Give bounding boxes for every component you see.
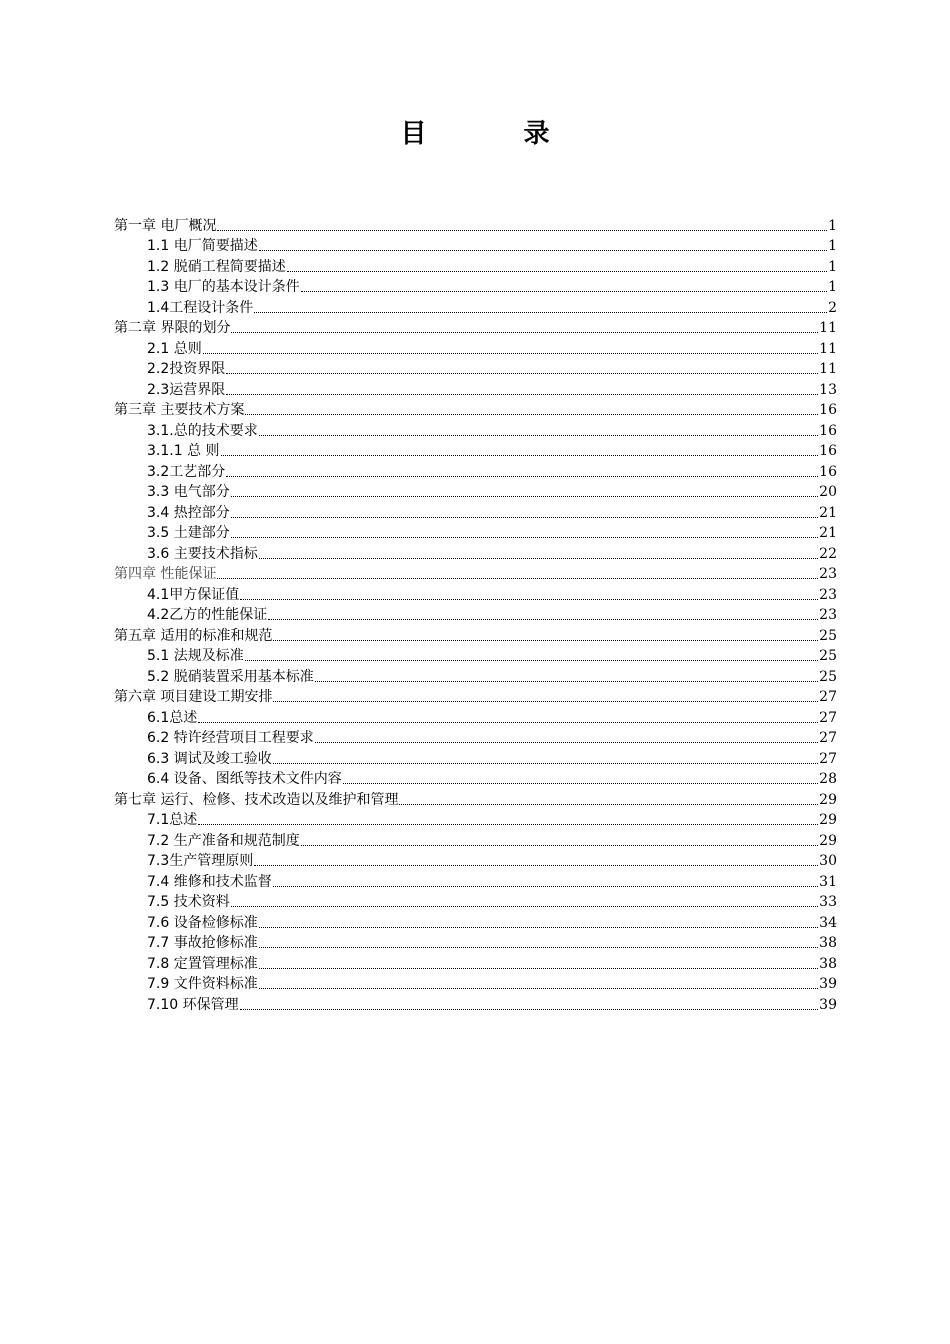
toc-entry-label: 3.1.1 总 则 <box>147 443 220 459</box>
toc-dot-leader <box>254 311 827 313</box>
toc-dot-leader <box>245 659 818 661</box>
toc-page-number: 1 <box>828 279 837 295</box>
toc-page-number: 39 <box>819 996 837 1013</box>
toc-page-number: 27 <box>819 709 837 726</box>
toc-section-entry[interactable] <box>114 379 837 400</box>
toc-dot-leader <box>245 413 818 415</box>
toc-page-number: 23 <box>819 607 837 623</box>
toc-dot-leader <box>259 926 818 928</box>
toc-entry-label: 7.10 环保管理 <box>147 996 239 1013</box>
toc-page-number: 34 <box>819 914 837 931</box>
toc-dot-leader <box>343 782 818 784</box>
toc-entry-label: 7.4 维修和技术监督 <box>147 873 272 890</box>
toc-dot-leader <box>301 290 827 292</box>
toc-page-number: 27 <box>819 730 837 746</box>
toc-section-entry[interactable] <box>114 441 837 462</box>
toc-section-entry[interactable] <box>114 871 837 892</box>
toc-chapter-entry[interactable] <box>114 789 837 810</box>
toc-section-entry[interactable] <box>114 912 837 933</box>
toc-dot-leader <box>226 475 818 477</box>
toc-entry-label: 3.1.总的技术要求 <box>147 422 258 439</box>
toc-chapter-entry[interactable] <box>114 625 837 646</box>
toc-entry-label: 第五章 适用的标准和规范 <box>114 627 273 644</box>
toc-page-number: 20 <box>819 484 837 500</box>
toc-section-entry[interactable] <box>114 646 837 667</box>
toc-section-entry[interactable] <box>114 482 837 503</box>
toc-page-number: 23 <box>819 566 837 582</box>
toc-dot-leader <box>259 946 818 948</box>
toc-entry-label: 2.1 总则 <box>147 340 202 357</box>
toc-entry-label: 5.2 脱硝装置采用基本标准 <box>147 668 314 685</box>
toc-page-number: 16 <box>819 463 837 480</box>
toc-section-entry[interactable] <box>114 297 837 318</box>
toc-dot-leader <box>399 803 818 805</box>
toc-chapter-entry[interactable] <box>114 564 837 585</box>
toc-dot-leader <box>287 270 827 272</box>
toc-dot-leader <box>259 557 818 559</box>
toc-entry-label: 1.2 脱硝工程简要描述 <box>147 258 286 275</box>
toc-dot-leader <box>203 352 818 354</box>
toc-dot-leader <box>217 229 827 231</box>
toc-dot-leader <box>226 372 818 374</box>
toc-page-number: 29 <box>819 791 837 808</box>
toc-page-number: 31 <box>819 873 837 890</box>
toc-dot-leader <box>240 1008 819 1010</box>
toc-dot-leader <box>198 721 818 723</box>
toc-entry-label: 3.4 热控部分 <box>147 504 230 521</box>
toc-entry-label: 6.2 特许经营项目工程要求 <box>147 730 314 746</box>
toc-dot-leader <box>273 885 818 887</box>
toc-page-number: 29 <box>819 812 837 828</box>
toc-section-entry[interactable] <box>114 502 837 523</box>
toc-entry-label: 7.1总述 <box>147 812 198 828</box>
toc-dot-leader <box>231 331 818 333</box>
toc-page-number: 27 <box>819 689 837 705</box>
toc-page-number: 21 <box>819 504 837 521</box>
toc-page-number: 11 <box>819 361 837 377</box>
toc-section-entry[interactable] <box>114 933 837 954</box>
toc-page-number: 25 <box>819 668 837 685</box>
toc-page-number: 16 <box>819 402 837 418</box>
toc-dot-leader <box>273 700 818 702</box>
toc-entry-label: 6.1总述 <box>147 709 198 726</box>
toc-section-entry[interactable] <box>114 728 837 749</box>
toc-section-entry[interactable] <box>114 277 837 298</box>
toc-dot-leader <box>259 967 818 969</box>
toc-entry-label: 第二章 界限的划分 <box>114 320 231 336</box>
toc-section-entry[interactable] <box>114 523 837 544</box>
toc-page-number: 22 <box>819 545 837 562</box>
toc-page-number: 39 <box>819 976 837 992</box>
toc-dot-leader <box>231 516 818 518</box>
toc-entry-label: 第三章 主要技术方案 <box>114 402 245 418</box>
toc-dot-leader <box>259 987 818 989</box>
toc-page-number: 38 <box>819 935 837 951</box>
toc-page-number: 33 <box>819 894 837 910</box>
toc-entry-label: 4.2乙方的性能保证 <box>147 607 268 623</box>
toc-section-entry[interactable] <box>114 810 837 831</box>
toc-section-entry[interactable] <box>114 974 837 995</box>
toc-dot-leader <box>231 536 818 538</box>
toc-page-number: 28 <box>819 771 837 787</box>
toc-dot-leader <box>315 741 818 743</box>
toc-entry-label: 3.3 电气部分 <box>147 484 230 500</box>
toc-chapter-entry[interactable] <box>114 400 837 421</box>
toc-page-number: 16 <box>819 422 837 439</box>
toc-section-entry[interactable] <box>114 707 837 728</box>
toc-entry-label: 5.1 法规及标准 <box>147 648 244 664</box>
toc-entry-label: 3.5 土建部分 <box>147 525 230 541</box>
toc-page-number: 23 <box>819 586 837 603</box>
toc-section-entry[interactable] <box>114 953 837 974</box>
toc-dot-leader <box>226 393 818 395</box>
toc-section-entry[interactable] <box>114 461 837 482</box>
toc-page-number: 27 <box>819 750 837 767</box>
toc-page-number: 21 <box>819 525 837 541</box>
toc-page-number: 25 <box>819 627 837 644</box>
toc-entry-label: 7.6 设备检修标准 <box>147 914 258 931</box>
toc-dot-leader <box>221 454 819 456</box>
toc-page-number: 1 <box>828 217 837 234</box>
toc-entry-label: 1.4工程设计条件 <box>147 299 254 316</box>
toc-page-number: 13 <box>819 381 837 398</box>
toc-entry-label: 7.9 文件资料标准 <box>147 976 258 992</box>
toc-dot-leader <box>273 639 818 641</box>
toc-page-number: 11 <box>819 340 837 357</box>
toc-page-number: 16 <box>819 443 837 459</box>
toc-section-entry[interactable] <box>114 338 837 359</box>
toc-section-entry[interactable] <box>114 359 837 380</box>
toc-entry-label: 3.6 主要技术指标 <box>147 545 258 562</box>
toc-dot-leader <box>301 844 818 846</box>
toc-section-entry[interactable] <box>114 994 837 1015</box>
toc-section-entry[interactable] <box>114 584 837 605</box>
toc-dot-leader <box>268 618 818 620</box>
toc-entry-label: 第四章 性能保证 <box>114 566 217 582</box>
toc-dot-leader <box>315 680 818 682</box>
toc-dot-leader <box>259 249 827 251</box>
toc-entry-label: 1.1 电厂简要描述 <box>147 238 258 254</box>
toc-page-number: 1 <box>828 238 837 254</box>
toc-section-entry[interactable] <box>114 769 837 790</box>
toc-entry-label: 第一章 电厂概况 <box>114 217 217 234</box>
toc-entry-label: 4.1甲方保证值 <box>147 586 240 603</box>
toc-page-number: 2 <box>828 299 837 316</box>
toc-page-number: 25 <box>819 648 837 664</box>
toc-section-entry[interactable] <box>114 543 837 564</box>
toc-section-entry[interactable] <box>114 256 837 277</box>
toc-dot-leader <box>217 577 818 579</box>
toc-page-number: 1 <box>828 258 837 275</box>
toc-list <box>114 215 837 1015</box>
toc-dot-leader <box>240 598 818 600</box>
toc-section-entry[interactable] <box>114 892 837 913</box>
toc-dot-leader <box>198 823 818 825</box>
toc-dot-leader <box>273 762 818 764</box>
toc-entry-label: 3.2工艺部分 <box>147 463 226 480</box>
toc-chapter-entry[interactable] <box>114 687 837 708</box>
toc-entry-label: 2.2投资界限 <box>147 361 226 377</box>
toc-entry-label: 6.4 设备、图纸等技术文件内容 <box>147 771 342 787</box>
toc-page-number: 30 <box>819 853 837 869</box>
toc-entry-label: 6.3 调试及竣工验收 <box>147 750 272 767</box>
toc-dot-leader <box>254 864 818 866</box>
toc-entry-label: 7.3生产管理原则 <box>147 853 254 869</box>
toc-entry-label: 7.7 事故抢修标准 <box>147 935 258 951</box>
toc-section-entry[interactable] <box>114 605 837 626</box>
toc-entry-label: 7.2 生产准备和规范制度 <box>147 832 300 849</box>
toc-dot-leader <box>259 434 818 436</box>
toc-entry-label: 7.8 定置管理标准 <box>147 955 258 972</box>
toc-section-entry[interactable] <box>114 236 837 257</box>
toc-page-number: 38 <box>819 955 837 972</box>
toc-dot-leader <box>231 495 818 497</box>
toc-entry-label: 1.3 电厂的基本设计条件 <box>147 279 300 295</box>
toc-title: 目 录 <box>400 119 594 149</box>
toc-chapter-entry[interactable] <box>114 318 837 339</box>
toc-page-number: 29 <box>819 832 837 849</box>
toc-dot-leader <box>231 905 818 907</box>
toc-section-entry[interactable] <box>114 851 837 872</box>
toc-entry-label: 第六章 项目建设工期安排 <box>114 689 273 705</box>
toc-section-entry[interactable] <box>114 748 837 769</box>
toc-page-number: 11 <box>819 320 837 336</box>
toc-entry-label: 第七章 运行、检修、技术改造以及维护和管理 <box>114 791 399 808</box>
toc-chapter-entry[interactable] <box>114 215 837 236</box>
toc-section-entry[interactable] <box>114 666 837 687</box>
toc-entry-label: 2.3运营界限 <box>147 381 226 398</box>
toc-entry-label: 7.5 技术资料 <box>147 894 230 910</box>
toc-section-entry[interactable] <box>114 830 837 851</box>
toc-section-entry[interactable] <box>114 420 837 441</box>
